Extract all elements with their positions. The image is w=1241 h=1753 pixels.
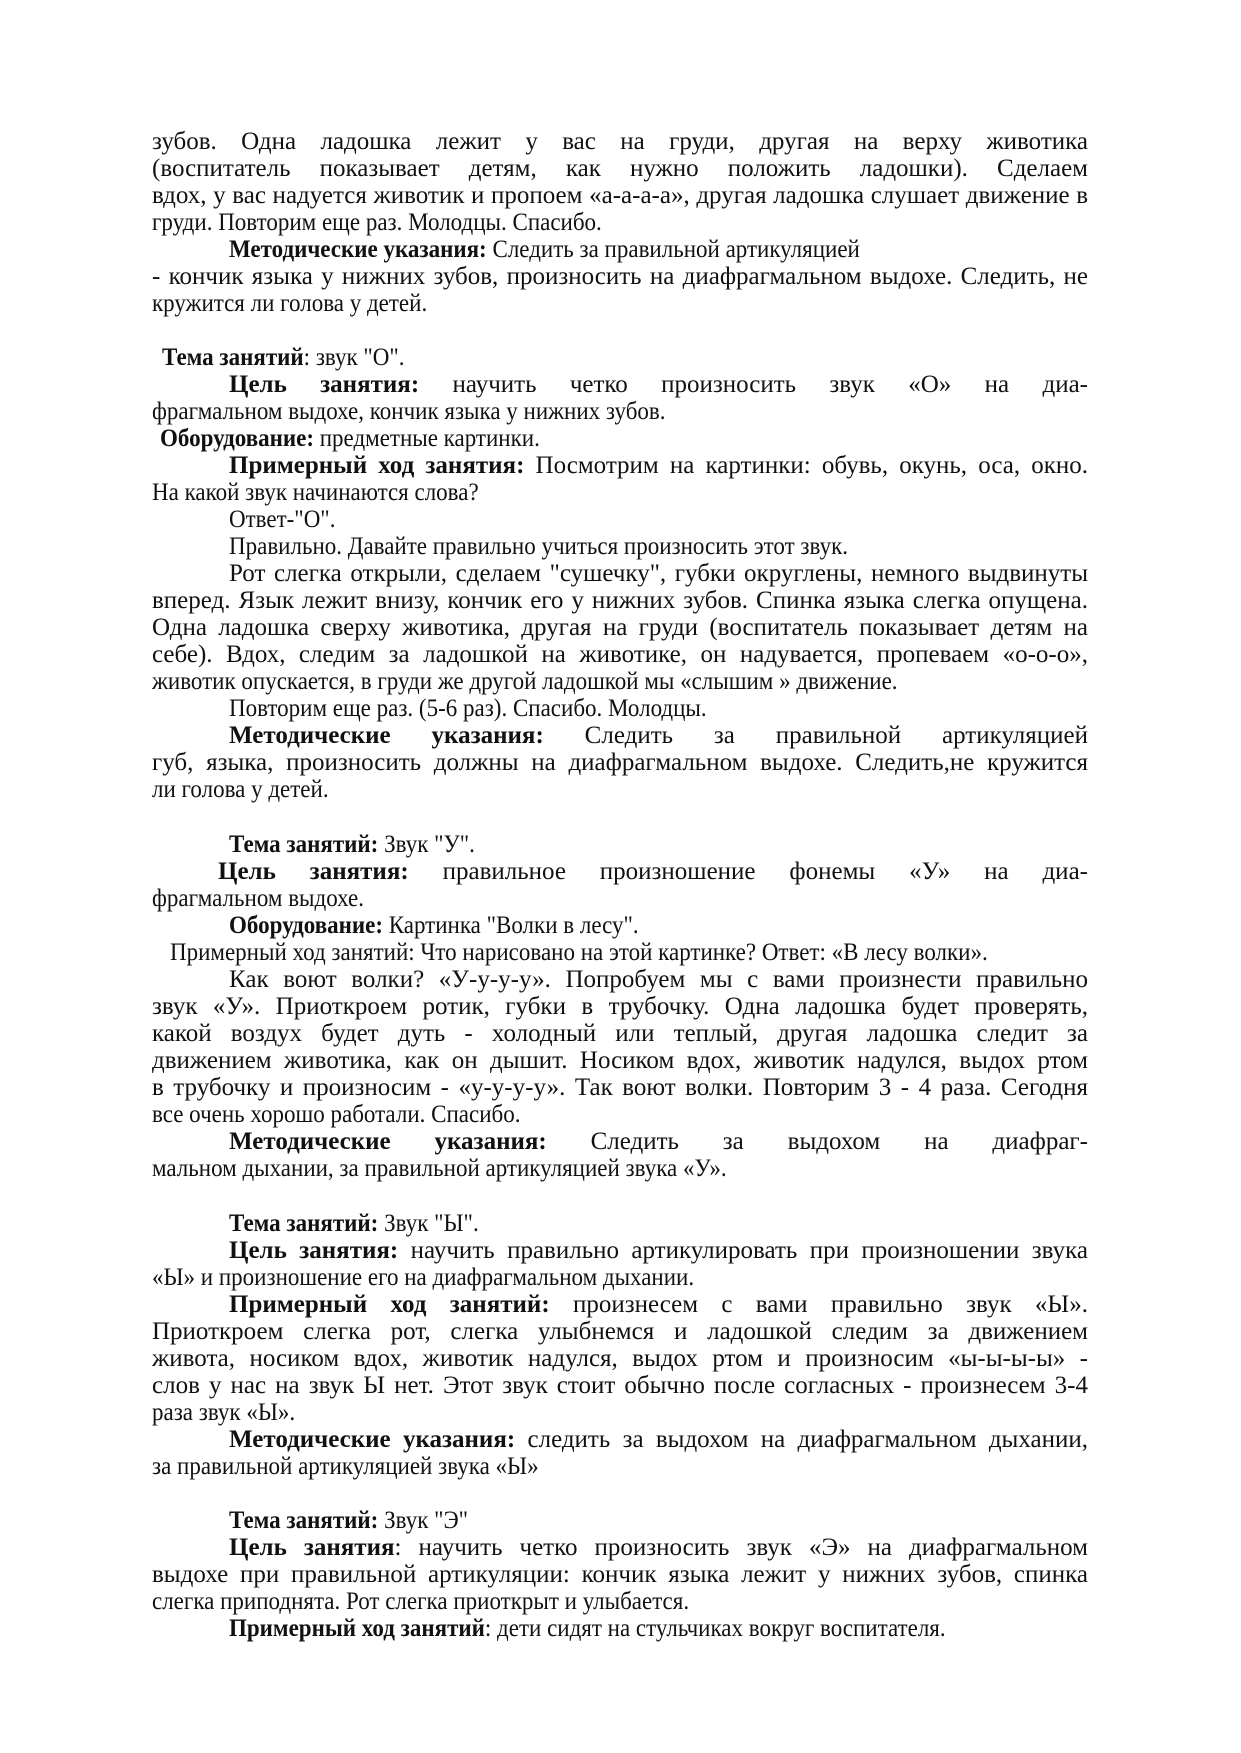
line-text: живота, носиком вдох, животик надулся, выдох ртом и произносим «ы-ы-ы-ы» - bbox=[152, 1345, 1088, 1372]
text-line bbox=[229, 236, 860, 263]
line-text: (воспитатель показывает детям, как нужно положить ладошки). Сделаем bbox=[152, 155, 1088, 182]
text-line bbox=[152, 1345, 1088, 1372]
line-text: Правильно. Давайте правильно учиться произносить этот звук. bbox=[229, 533, 849, 560]
line-text: животик опускается, в груди же другой ладошкой мы «слышим » движение. bbox=[152, 668, 898, 695]
line-text: все очень хорошо работали. Спасибо. bbox=[152, 1101, 521, 1128]
line-text: раза звук «Ы». bbox=[152, 1399, 296, 1426]
line-text: научить четко произносить звук «О» на диа- bbox=[419, 371, 1088, 398]
line-text: Звук "Э" bbox=[378, 1507, 469, 1534]
bold-label: Оборудование: bbox=[229, 912, 383, 939]
line-text: губ, языка, произносить должны на диафрагмальном выдохе. Следить,не кружится bbox=[152, 749, 1088, 776]
line-text: Приоткроем слегка рот, слегка улыбнемся и ладошкой следим за движением bbox=[152, 1318, 1088, 1345]
line-text: вдох, у вас надуется животик и пропоем «а-а-а-а», другая ладошка слушает движение в bbox=[152, 182, 1088, 209]
line-text: за правильной артикуляцией звука «Ы» bbox=[152, 1453, 539, 1480]
line-text: фрагмальном выдохе. bbox=[152, 885, 365, 912]
text-line bbox=[162, 344, 405, 371]
line-text: себе). Вдох, следим за ладошкой на животике, он надувается, пропеваем «о-о-о», bbox=[152, 641, 1088, 668]
text-line bbox=[229, 1291, 1088, 1318]
line-text: правильное произношение фонемы «У» на диа- bbox=[408, 858, 1088, 885]
line-text: слегка приподнята. Рот слегка приоткрыт и улыбается. bbox=[152, 1588, 690, 1615]
bold-label: Тема занятий: bbox=[229, 1507, 379, 1534]
bold-label: Тема занятий: bbox=[229, 831, 379, 858]
line-text: Повторим еще раз. (5-6 раз). Спасибо. Молодцы. bbox=[229, 695, 707, 722]
line-text: выдохе при правильной артикуляции: кончик языка лежит у нижних зубов, спинка bbox=[152, 1561, 1088, 1588]
text-line bbox=[229, 1534, 1088, 1561]
line-text: Следить за правильной артикуляцией bbox=[543, 722, 1088, 749]
text-line bbox=[229, 1210, 479, 1237]
text-line bbox=[229, 371, 1088, 398]
text-line bbox=[229, 1237, 1088, 1264]
text-line bbox=[152, 776, 329, 803]
text-line bbox=[152, 993, 1088, 1020]
line-text: «Ы» и произношение его на диафрагмальном дыхании. bbox=[152, 1264, 695, 1291]
bold-label: Цель занятия bbox=[229, 1534, 395, 1561]
text-line bbox=[229, 452, 1088, 479]
line-text: Картинка "Волки в лесу". bbox=[382, 912, 639, 939]
line-text: Одна ладошка сверху животика, другая на груди (воспитатель показывает детям на bbox=[152, 614, 1088, 641]
text-line bbox=[152, 1453, 539, 1480]
bold-label: Цель занятия: bbox=[218, 858, 409, 885]
text-line bbox=[229, 1426, 1088, 1453]
text-line bbox=[170, 939, 988, 966]
line-text: На какой звук начинаются слова? bbox=[152, 479, 479, 506]
text-line bbox=[152, 1399, 295, 1426]
text-line bbox=[152, 668, 898, 695]
text-line bbox=[229, 506, 335, 533]
line-text: : научить четко произносить звук «Э» на диафрагмальном bbox=[394, 1534, 1088, 1561]
text-line bbox=[152, 1264, 694, 1291]
text-line bbox=[229, 695, 707, 722]
text-line bbox=[152, 885, 364, 912]
line-text: следить за выдохом на диафрагмальном дыхании, bbox=[515, 1426, 1088, 1453]
line-text: фрагмальном выдохе, кончик языка у нижних зубов. bbox=[152, 398, 666, 425]
text-line bbox=[152, 641, 1088, 668]
text-line bbox=[152, 290, 427, 317]
bold-label: Методические указания: bbox=[229, 1426, 516, 1453]
text-line bbox=[152, 263, 1088, 290]
text-line bbox=[218, 858, 1088, 885]
text-line bbox=[229, 1128, 1088, 1155]
line-text: в трубочку и произносим - «у-у-у-у». Так воют волки. Повторим 3 - 4 раза. Сегодня bbox=[152, 1074, 1088, 1101]
text-line bbox=[229, 1615, 946, 1642]
line-text: какой воздух будет дуть - холодный или теплый, другая ладошка следит за bbox=[152, 1020, 1088, 1047]
line-text: Примерный ход занятий: Что нарисовано на этой картинке? Ответ: «В лесу волки». bbox=[170, 939, 988, 966]
line-text: Звук "Ы". bbox=[378, 1210, 479, 1237]
text-line bbox=[229, 533, 848, 560]
line-text: слов у нас на звук Ы нет. Этот звук стоит обычно после согласных - произнесем 3-4 bbox=[152, 1372, 1088, 1399]
line-text: движением животика, как он дышит. Носиком вдох, животик надулся, выдох ртом bbox=[152, 1047, 1088, 1074]
text-line bbox=[152, 1318, 1088, 1345]
line-text: Ответ-"О". bbox=[229, 506, 336, 533]
text-line bbox=[152, 1020, 1088, 1047]
bold-label: Примерный ход занятия: bbox=[229, 452, 525, 479]
line-text: : дети сидят на стульчиках вокруг воспитателя. bbox=[484, 1615, 946, 1642]
line-text: груди. Повторим еще раз. Молодцы. Спасибо. bbox=[152, 209, 602, 236]
text-line bbox=[152, 155, 1088, 182]
line-text: вперед. Язык лежит внизу, кончик его у нижних зубов. Спинка языка слегка опущена. bbox=[152, 587, 1088, 614]
line-text: мальном дыхании, за правильной артикуляцией звука «У». bbox=[152, 1155, 727, 1182]
text-line bbox=[152, 1101, 520, 1128]
bold-label: Методические указания: bbox=[229, 236, 487, 263]
text-line bbox=[152, 587, 1088, 614]
line-text: зубов. Одна ладошка лежит у вас на груди, другая на верху животика bbox=[152, 128, 1088, 155]
text-line bbox=[152, 1372, 1088, 1399]
text-line bbox=[152, 1155, 727, 1182]
line-text: Следить за выдохом на диафраг- bbox=[546, 1128, 1088, 1155]
bold-label: Тема занятий bbox=[162, 344, 304, 371]
text-line bbox=[152, 209, 602, 236]
text-line bbox=[229, 831, 475, 858]
line-text: Звук "У". bbox=[378, 831, 475, 858]
text-line bbox=[229, 966, 1088, 993]
bold-label: Цель занятия: bbox=[229, 371, 420, 398]
bold-label: Методические указания: bbox=[229, 722, 544, 749]
line-text: предметные картинки. bbox=[313, 425, 540, 452]
line-text: - кончик языка у нижних зубов, произносить на диафрагмальном выдохе. Следить, не bbox=[152, 263, 1088, 290]
bold-label: Цель занятия: bbox=[229, 1237, 399, 1264]
text-line bbox=[152, 1588, 689, 1615]
line-text: ли голова у детей. bbox=[152, 776, 329, 803]
text-line bbox=[229, 912, 639, 939]
text-line bbox=[229, 1507, 468, 1534]
text-line bbox=[229, 722, 1088, 749]
text-line bbox=[229, 560, 1088, 587]
text-line bbox=[152, 1047, 1088, 1074]
text-line bbox=[152, 398, 666, 425]
line-text: Следить за правильной артикуляцией bbox=[486, 236, 860, 263]
line-text: : звук "О". bbox=[303, 344, 405, 371]
line-text: Как воют волки? «У-у-у-у». Попробуем мы с вами произнести правильно bbox=[229, 966, 1088, 993]
bold-label: Примерный ход занятий: bbox=[229, 1291, 550, 1318]
line-text: кружится ли голова у детей. bbox=[152, 290, 428, 317]
text-line bbox=[152, 614, 1088, 641]
text-line bbox=[152, 479, 479, 506]
bold-label: Примерный ход занятий bbox=[229, 1615, 485, 1642]
text-line bbox=[152, 128, 1088, 155]
line-text: звук «У». Приоткроем ротик, губки в трубочку. Одна ладошка будет проверять, bbox=[152, 993, 1088, 1020]
bold-label: Оборудование: bbox=[160, 425, 314, 452]
bold-label: Тема занятий: bbox=[229, 1210, 379, 1237]
text-line bbox=[160, 425, 540, 452]
line-text: произнесем с вами правильно звук «Ы». bbox=[549, 1291, 1088, 1318]
line-text: Рот слегка открыли, сделаем "сушечку", губки округлены, немного выдвинуты bbox=[229, 560, 1088, 587]
line-text: Посмотрим на картинки: обувь, окунь, оса, окно. bbox=[524, 452, 1088, 479]
line-text: научить правильно артикулировать при произношении звука bbox=[398, 1237, 1088, 1264]
bold-label: Методические указания: bbox=[229, 1128, 547, 1155]
text-line bbox=[152, 1074, 1088, 1101]
text-line bbox=[152, 749, 1088, 776]
text-line bbox=[152, 182, 1088, 209]
text-line bbox=[152, 1561, 1088, 1588]
